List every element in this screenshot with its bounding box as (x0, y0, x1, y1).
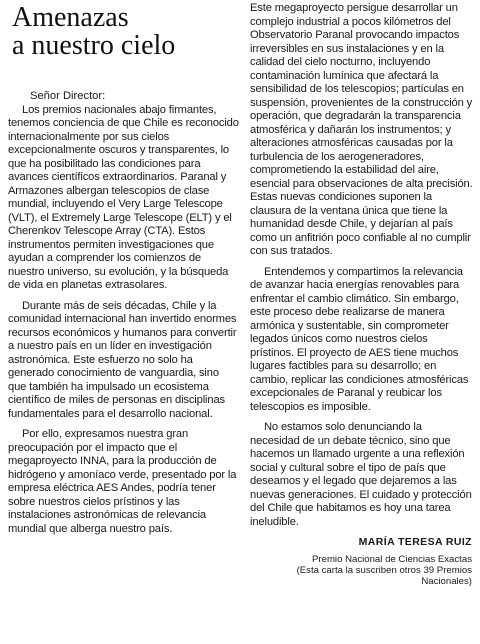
letter-headline (12, 4, 240, 60)
right-column (250, 2, 474, 587)
headline-line-2: a nuestro cielo (12, 30, 176, 61)
signatory-note-line-2: Nacionales) (421, 576, 472, 587)
body-paragraph: Por ello, expresamos nuestra gran preocupación por el impacto que el megaproyecto INNA, para la producción de hidrógeno y amoníaco verde, presentado por la empresa eléctrica AES Andes, podría tener sobre nuestros cielos prístinos y las instalaciones astronómicas de relevancia mundial que alberga nuestro país. (8, 428, 237, 535)
body-paragraph: Durante más de seis décadas, Chile y la comunidad internacional han invertido enormes recursos económicos y humanos para convertir a nuestro país en un líder en investigación astronómica. Este esfuerzo no solo ha generado conocimiento de vanguardia, sino que también ha impulsado un ecosistema científico de miles de personas en disciplinas fundamentales para el desarrollo nacional. (8, 299, 237, 420)
body-paragraph: Este megaproyecto persigue desarrollar un complejo industrial a pocos kilómetros del Observatorio Paranal provocando impactos irreversibles en sus instalaciones y en la calidad del cielo nocturno, incluyendo contaminación lumínica que afectará la sensibilidad de los telescopios; partículas en suspensión, provenientes de la construcción y operación, que degradarán la transparencia atmosférica y dañarán los instrumentos; y alteraciones atmosféricas causadas por la turbulencia de los aerogeneradores, comprometiendo la estabilidad del aire, esencial para observaciones de alta precisión. Estas nuevas condiciones suponen la clausura de la ventana única que tiene la humanidad desde Chile, y dejarían al país como un anfitrión poco confiable al no cumplir con sus tratados. (250, 2, 473, 257)
signature-block (250, 536, 474, 587)
signatory-title: Premio Nacional de Ciencias Exactas (312, 554, 472, 565)
headline-line-1: Amenazas (12, 2, 129, 33)
body-paragraph: No estamos solo denunciando la necesidad de un debate técnico, sino que hacemos un llamado urgente a una reflexión social y cultural sobre el tipo de país que deseamos y el legado que dejaremos a las nuevas generaciones. El cuidado y protección del Chile que habitamos es hoy una tarea ineludible. (250, 421, 472, 528)
letter-greeting: Señor Director: (30, 90, 106, 102)
left-column (8, 4, 240, 543)
body-paragraph: Entendemos y compartimos la relevancia de avanzar hacia energías renovables para enfrentar el cambio climático. Sin embargo, este proceso debe realizarse de manera armónica y sustentable, sin comprometer legados únicos como nuestros cielos prístinos. El proyecto de AES tiene muchos lugares factibles para su desarrollo; en cambio, replicar las condiciones atmosféricas excepcionales de Paranal y reubicar los telescopios es imposible. (250, 265, 469, 413)
signatory-name: MARÍA TERESA RUIZ (358, 536, 472, 548)
body-paragraph: Los premios nacionales abajo firmantes, tenemos conciencia de que Chile es reconocido internacionalmente por sus cielos excepcionalmente oscuros y transparentes, lo que ha posibilitado las condiciones para avances científicos extraordinarios. Paranal y Armazones albergan telescopios de clase mundial, incluyendo el Very Large Telescope (VLT), el Extremely Large Telescope (ELT) y el Cherenkov Telescope Array (CTA). Estos instrumentos permiten investigaciones que ayudan a comprender los comienzos de nuestro universo, su evolución, y la búsqueda de vida en planetas extrasolares. (8, 103, 239, 292)
signatory-note-line-1: (Esta carta la suscriben otros 39 Premios (296, 565, 472, 576)
